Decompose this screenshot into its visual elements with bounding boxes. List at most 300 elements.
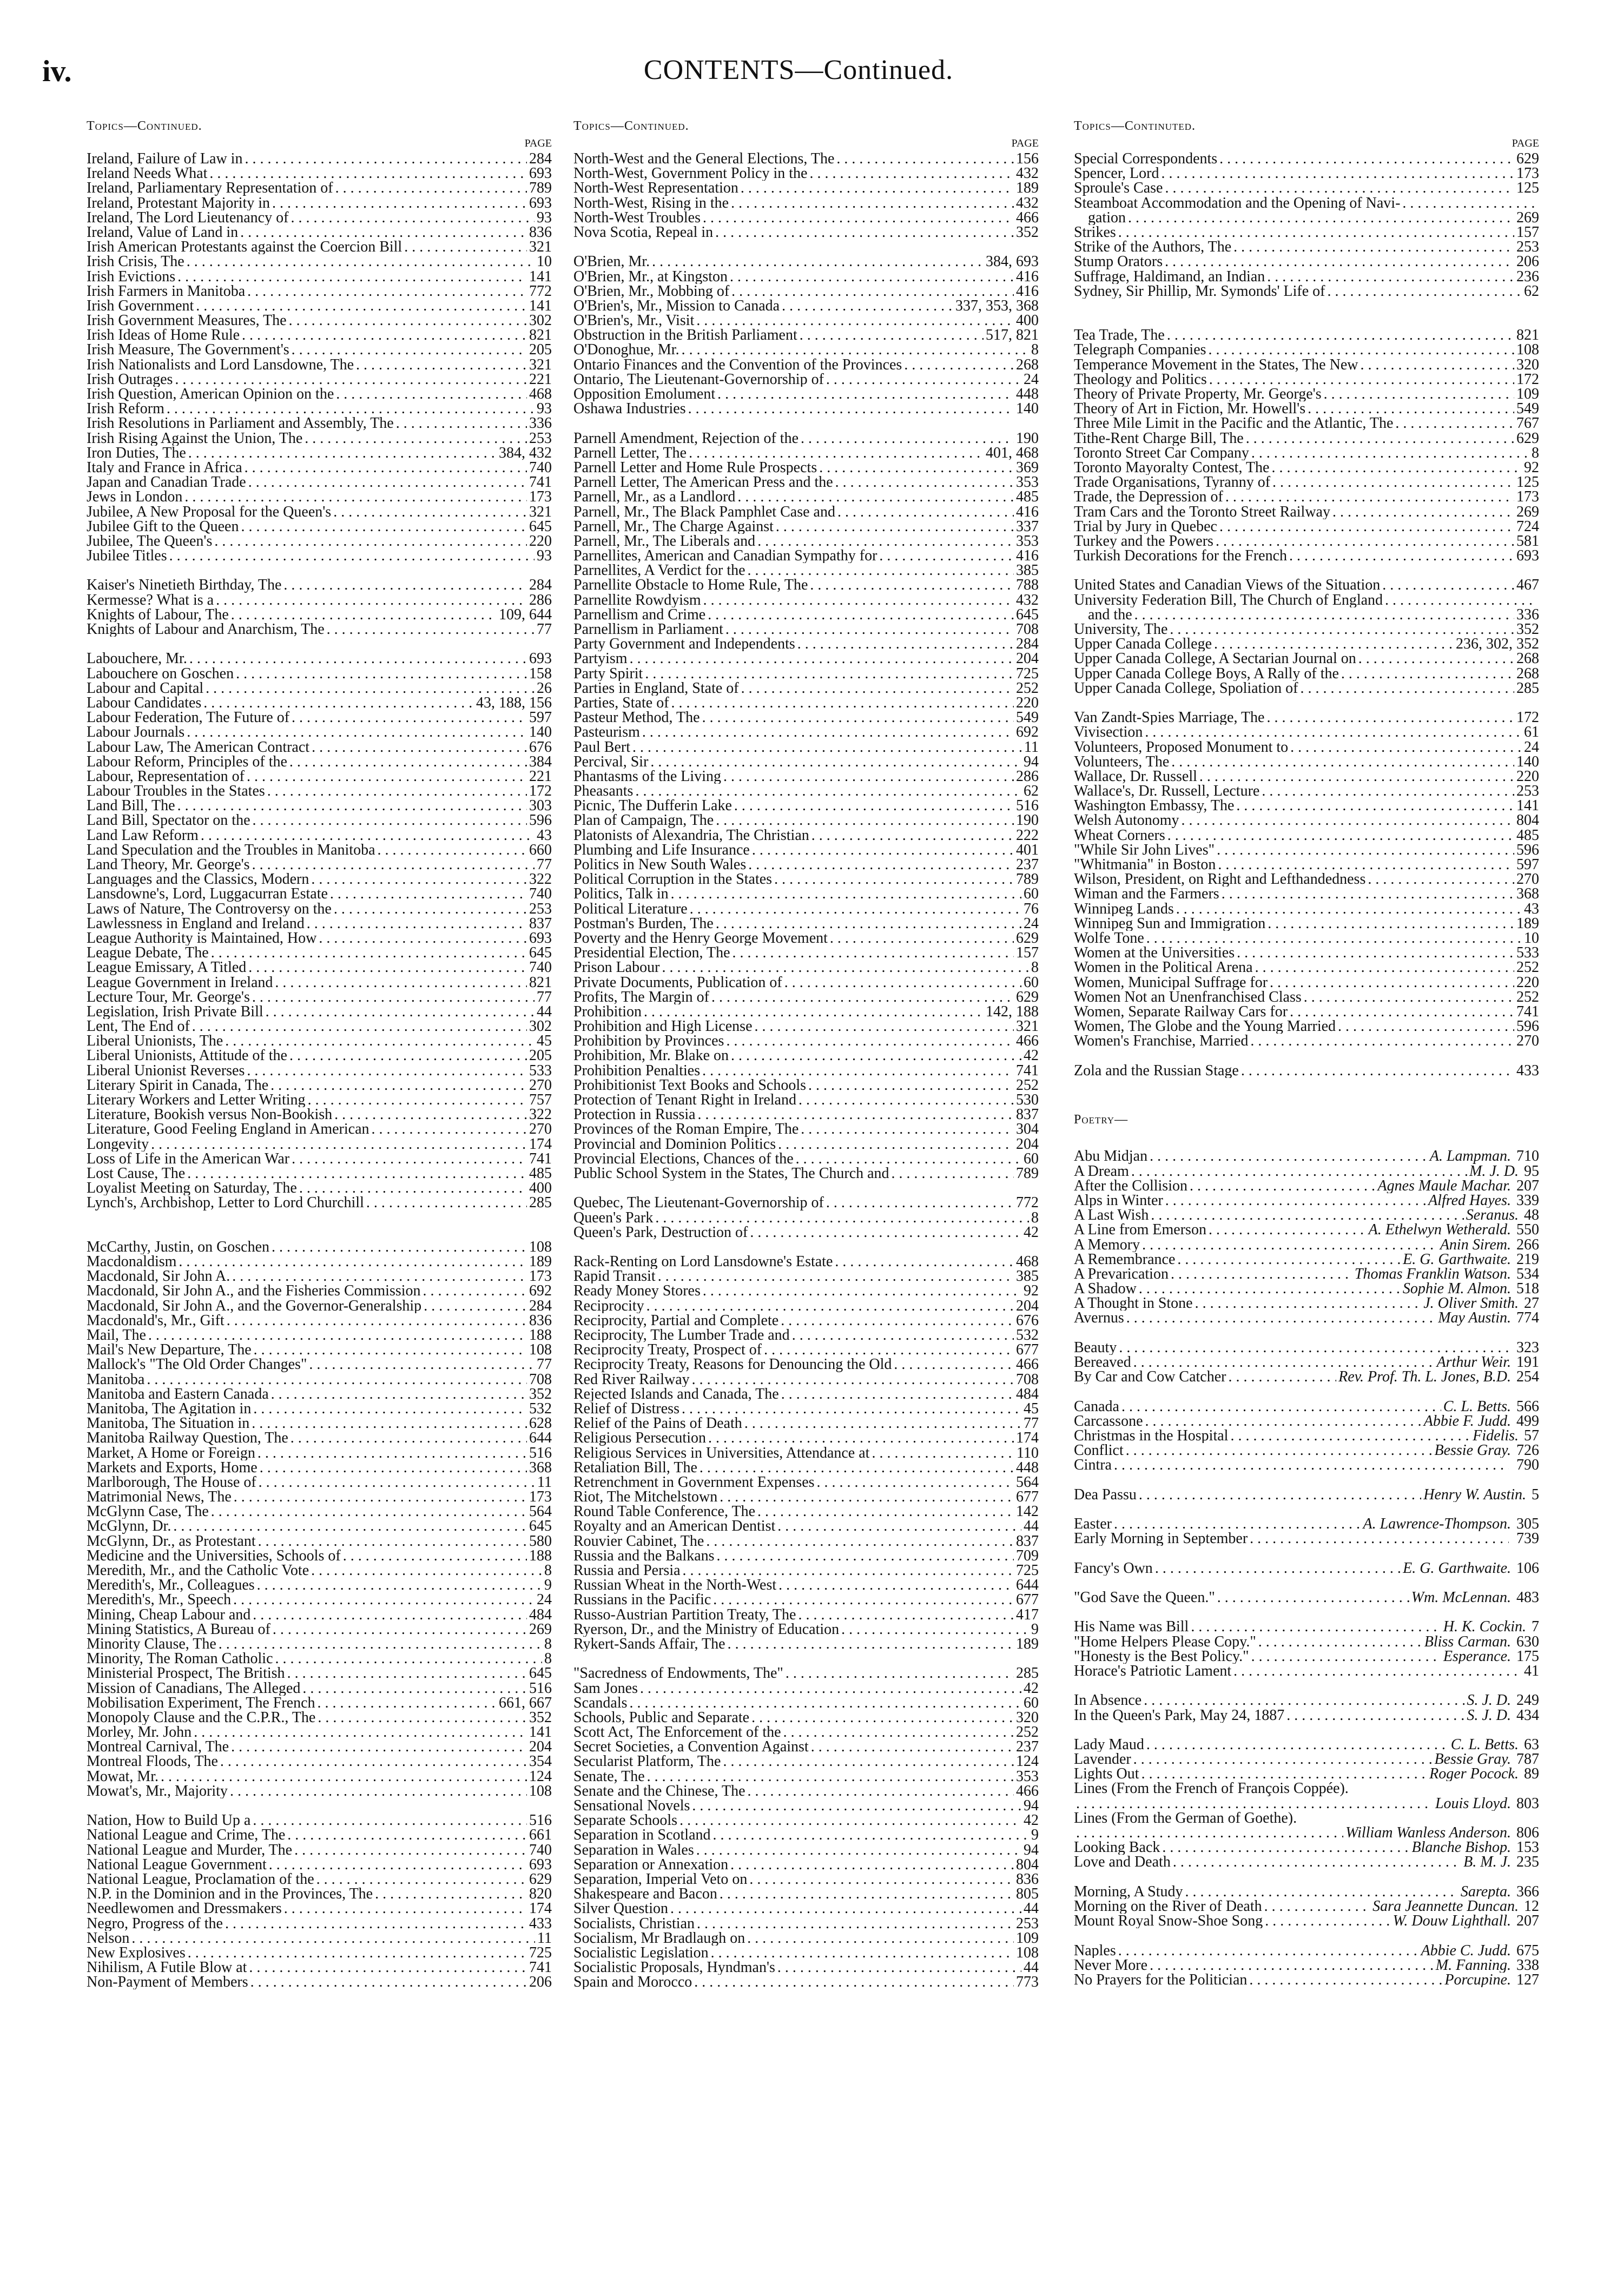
entry-title: Labour Troubles in the States [87, 784, 265, 799]
entry-page: 338 [1516, 1957, 1539, 1973]
toc-entry [573, 1946, 1039, 1960]
dot-leader [741, 181, 1014, 195]
entry-title: Labour Federation, The Future of [87, 710, 290, 725]
entry-page: 205 [529, 342, 552, 358]
toc-entry [1074, 681, 1539, 696]
entry-title: Rejected Islands and Canada, The [573, 1386, 779, 1401]
toc-entry [573, 387, 1039, 401]
dot-leader [683, 1563, 1014, 1578]
entry-title: Tithe-Rent Charge Bill, The [1074, 431, 1244, 446]
toc-entry [573, 1666, 1039, 1680]
toc-entry [87, 769, 552, 784]
dot-leader [1134, 607, 1514, 622]
toc-entry [573, 1798, 1039, 1813]
dot-leader [1246, 431, 1514, 446]
entry-title: Spain and Morocco [573, 1975, 692, 1990]
entry-title: Tram Cars and the Toronto Street Railway [1074, 504, 1330, 519]
entry-page: 8 [1031, 342, 1039, 358]
dot-leader [642, 725, 1014, 739]
toc-entry [573, 1357, 1039, 1372]
toc-entry [87, 828, 552, 843]
entry-author: A. Ethelwyn Wetherald. [1368, 1222, 1511, 1238]
dot-leader [334, 902, 527, 916]
entry-page: 253 [529, 431, 552, 446]
entry-page: 564 [1016, 1474, 1039, 1490]
toc-entry [573, 1195, 1039, 1210]
entry-title: Prohibition and High License [573, 1019, 753, 1034]
entry-page: 106 [1516, 1560, 1539, 1576]
entry-page: 284 [529, 578, 552, 593]
entry-author: A. Lawrence-Thompson. [1363, 1517, 1511, 1532]
toc-entry [573, 328, 1039, 342]
toc-entry [573, 401, 1039, 416]
spacer [1074, 313, 1539, 328]
column-heading: Topics—Continued. [573, 119, 689, 133]
toc-entry [1074, 196, 1539, 210]
entry-page: 42 [1024, 1048, 1039, 1063]
entry-title: Provincial and Dominion Politics [573, 1136, 776, 1152]
toc-entry [87, 1019, 552, 1034]
entry-page: 190 [1016, 431, 1039, 446]
toc-entry [573, 446, 1039, 460]
dot-leader [252, 990, 534, 1004]
entry-title: "Whitmania" in Boston [1074, 857, 1216, 872]
dot-leader [292, 342, 527, 357]
entry-title: Parnell Letter, The [573, 445, 687, 460]
entry-title: Labour and Capital [87, 680, 204, 696]
entry-page: 485 [1516, 828, 1539, 843]
entry-title: University Federation Bill, The Church of England [1074, 592, 1383, 607]
entry-page: 10 [537, 254, 552, 269]
dot-leader [311, 872, 527, 886]
entry-page: 172 [1516, 372, 1539, 387]
spacer [1074, 299, 1539, 313]
entry-title: Jubilee Titles [87, 548, 167, 564]
toc-entry [573, 1931, 1039, 1946]
entry-title: Upper Canada College, A Sectarian Journal on [1074, 651, 1356, 666]
toc-entry [1074, 548, 1539, 563]
entry-title: Washington Embassy, The [1074, 798, 1235, 813]
entry-title: Women's Franchise, Married [1074, 1034, 1249, 1049]
spacer [87, 637, 552, 651]
toc-entry [573, 1019, 1039, 1034]
dot-leader [1145, 725, 1522, 739]
entry-page: 432 [1016, 592, 1039, 607]
entry-page: 249 [1516, 1693, 1539, 1708]
toc-entry [87, 1607, 552, 1622]
entry-title: "Sacredness of Endowments, The" [573, 1666, 783, 1681]
dot-leader [266, 1004, 534, 1019]
toc-entry [573, 798, 1039, 813]
entry-title: A Shadow [1074, 1281, 1137, 1296]
entry-title: Plumbing and Life Insurance [573, 842, 750, 857]
entry-title: Three Mile Limit in the Pacific and the Atlantic, The [1074, 416, 1394, 431]
dot-leader [1290, 1004, 1514, 1019]
entry-author: M. Fanning. [1435, 1957, 1511, 1973]
dot-leader [1251, 446, 1529, 460]
toc-entry [573, 299, 1039, 313]
entry-page: 677 [1016, 1342, 1039, 1358]
toc-entry [87, 1137, 552, 1152]
entry-title: Russians in the Pacific [573, 1592, 711, 1607]
entry-page: 205 [529, 1048, 552, 1063]
entry-title: Religious Services in Universities, Attendance at [573, 1445, 870, 1460]
toc-entry [573, 784, 1039, 798]
entry-title: Markets and Exports, Home [87, 1460, 258, 1475]
entry-page: 207 [1516, 1178, 1539, 1193]
entry-page: 109 [1016, 1930, 1039, 1946]
entry-title: Rouvier Cabinet, The [573, 1533, 704, 1549]
entry-page: 27 [1524, 1296, 1539, 1311]
dot-leader [287, 1828, 527, 1842]
dot-leader [708, 1431, 1014, 1445]
entry-title: Secularist Platform, The [573, 1754, 721, 1769]
toc-entry [87, 1063, 552, 1078]
entry-title: Rykert-Sands Affair, The [573, 1636, 725, 1652]
entry-page: 124 [529, 1769, 552, 1784]
dot-leader [1251, 1649, 1441, 1664]
entry-page: 266 [1516, 1237, 1539, 1252]
toc-entry [87, 166, 552, 181]
toc-entry [87, 1960, 552, 1975]
entry-title: United States and Canadian Views of the Situation [1074, 578, 1381, 593]
entry-page: 368 [529, 1460, 552, 1475]
toc-entry [573, 769, 1039, 784]
toc-entry [573, 975, 1039, 990]
entry-title: Pasteur Method, The [573, 710, 700, 725]
entry-page: 124 [1016, 1754, 1039, 1769]
entry-page: 173 [1516, 166, 1539, 181]
dot-leader [177, 269, 527, 284]
entry-page: 485 [529, 1166, 552, 1181]
toc-entry [573, 1681, 1039, 1696]
entry-author: Alfred Hayes. [1428, 1193, 1511, 1208]
toc-entry [1074, 843, 1539, 857]
entry-title: Minority, The Roman Catholic [87, 1651, 273, 1666]
entry-page: 466 [1016, 1783, 1039, 1798]
entry-author: C. L. Betts. [1443, 1399, 1511, 1414]
entry-title: Prohibitionist Text Books and Schools [573, 1077, 806, 1093]
entry-page: 189 [1016, 181, 1039, 196]
entry-page: 676 [1016, 1313, 1039, 1328]
entry-page: 108 [529, 1342, 552, 1358]
entry-title: Red River Railway [573, 1372, 690, 1387]
entry-title: Monopoly Clause and the C.P.R., The [87, 1710, 316, 1725]
toc-entry [87, 696, 552, 710]
dot-leader [396, 416, 527, 431]
toc-entry [573, 1725, 1039, 1739]
toc-entry [573, 1446, 1039, 1460]
toc-entry [573, 1093, 1039, 1107]
dot-leader [248, 475, 527, 489]
dot-leader [1258, 1635, 1422, 1649]
entry-title: Kaiser's Ninetieth Birthday, The [87, 578, 282, 593]
dot-leader [250, 1975, 527, 1989]
entry-page: 142, 188 [986, 1004, 1039, 1020]
dot-leader [826, 372, 1021, 387]
toc-entry [87, 1563, 552, 1578]
page-column-label: PAGE [524, 137, 552, 149]
toc-entry [1074, 1004, 1539, 1019]
entry-page: 140 [1016, 401, 1039, 416]
entry-title: Jubilee Gift to the Queen [87, 519, 239, 534]
toc-entry [87, 284, 552, 299]
dot-leader [830, 931, 1014, 945]
dot-leader [312, 740, 527, 755]
entry-title: Retaliation Bill, The [573, 1460, 697, 1475]
dot-leader [792, 1328, 1014, 1342]
toc-entry [87, 210, 552, 225]
toc-entry [1074, 1531, 1539, 1546]
entry-title: North-West and the General Elections, The [573, 151, 835, 167]
entry-title: Manitoba, The Situation in [87, 1416, 250, 1431]
entry-author: Bessie Gray. [1434, 1443, 1511, 1458]
entry-title: Relief of Distress [573, 1401, 679, 1417]
entry-page: 385 [1016, 1269, 1039, 1284]
spacer [573, 1651, 1039, 1666]
entry-page: 516 [529, 1680, 552, 1696]
entry-title: Plan of Campaign, The [573, 813, 714, 828]
spacer [1074, 1384, 1539, 1399]
entry-title: League Emissary, A Titled [87, 960, 247, 975]
entry-page: 110 [1017, 1445, 1039, 1460]
spacer [1074, 1093, 1539, 1107]
dot-leader [234, 1490, 527, 1504]
dot-leader [650, 755, 1021, 769]
dot-leader [404, 240, 527, 254]
toc-entry [1074, 1737, 1539, 1752]
dot-leader [231, 1739, 527, 1754]
entry-page: 773 [1016, 1975, 1039, 1990]
dot-leader [711, 1946, 1014, 1960]
entry-page: 448 [1016, 387, 1039, 402]
entry-title: Marlborough, The House of [87, 1474, 256, 1490]
entry-title: Strikes [1074, 224, 1116, 240]
toc-entry [1074, 1281, 1539, 1296]
dot-leader [241, 519, 527, 534]
entry-title: Parnellite Obstacle to Home Rule, The [573, 578, 808, 593]
toc-entry [87, 1446, 552, 1460]
entry-page: 189 [1016, 1636, 1039, 1652]
toc-entry [87, 1122, 552, 1136]
entry-author: Louis Lloyd. [1435, 1796, 1511, 1811]
dot-leader [1338, 1019, 1514, 1034]
toc-entry [573, 681, 1039, 696]
entry-title: Retrenchment in Government Expenses [573, 1474, 815, 1490]
entry-page: 42 [1024, 1225, 1039, 1240]
entry-title: O'Brien, Mr. [573, 254, 650, 269]
entry-page: 532 [1016, 1328, 1039, 1343]
entry-page: 821 [529, 975, 552, 990]
dot-leader [308, 1093, 527, 1107]
entry-author: B. M. J. [1463, 1855, 1511, 1870]
dot-leader [696, 313, 1014, 328]
entry-page: 221 [529, 372, 552, 387]
entry-title: McGlynn Case, The [87, 1504, 209, 1519]
entry-title: Stump Orators [1074, 254, 1163, 269]
dot-leader [330, 886, 527, 901]
dot-leader [1171, 755, 1514, 769]
entry-page: 141 [529, 298, 552, 314]
dot-leader [1142, 1238, 1438, 1252]
dot-leader [424, 1299, 527, 1313]
entry-page: 235 [1516, 1855, 1539, 1870]
entry-title: National League and Crime, The [87, 1828, 286, 1843]
entry-page: 11 [1024, 739, 1039, 755]
entry-title: Russia and the Balkans [573, 1548, 715, 1563]
entry-page: 468 [1016, 1254, 1039, 1269]
entry-page: 92 [1024, 1283, 1039, 1299]
dot-leader [206, 681, 534, 696]
dot-leader [302, 1681, 527, 1696]
entry-page: 95 [1524, 1163, 1539, 1179]
entry-title: Longevity [87, 1136, 149, 1152]
dot-leader [1264, 1899, 1371, 1914]
toc-entry [1074, 578, 1539, 592]
dot-leader [655, 1210, 1029, 1225]
dot-leader [1217, 843, 1514, 857]
entry-page: 44 [1024, 1960, 1039, 1975]
dot-leader [188, 1946, 527, 1960]
dot-leader [717, 1549, 1014, 1563]
dot-leader [245, 460, 527, 475]
dot-leader [1121, 1399, 1441, 1414]
entry-title: Cintra [1074, 1458, 1112, 1473]
dot-leader [783, 1725, 1014, 1739]
toc-entry [573, 1813, 1039, 1828]
entry-page: 188 [529, 1548, 552, 1563]
entry-page: 432 [1016, 195, 1039, 210]
entry-title: Kermesse? What is a [87, 592, 214, 607]
dot-leader [801, 431, 1014, 446]
dot-leader [1209, 342, 1514, 357]
column-heading: Topics—Continuted. [1074, 119, 1196, 133]
entry-page: 76 [1024, 901, 1039, 916]
dot-leader [1162, 166, 1515, 181]
entry-title: Knights of Labour, The [87, 607, 229, 622]
entry-page: 93 [537, 401, 552, 416]
toc-entry [87, 1328, 552, 1342]
dot-leader [1076, 1825, 1343, 1840]
entry-page: 303 [529, 798, 552, 813]
dot-leader [1402, 196, 1537, 210]
entry-page: 787 [1516, 1752, 1539, 1767]
entry-title: Round Table Conference, The [573, 1504, 756, 1519]
toc-entry [1074, 1428, 1539, 1443]
dot-leader [652, 254, 984, 269]
entry-page: 285 [1016, 1666, 1039, 1681]
dot-leader [817, 1475, 1014, 1490]
entry-page: 692 [1016, 725, 1039, 740]
toc-entry [1074, 1693, 1539, 1708]
entry-title: Parnellite Rowdyism [573, 592, 701, 607]
entry-title: Temperance Movement in the States, The New [1074, 357, 1358, 372]
entry-page: 252 [1016, 1725, 1039, 1740]
dot-leader [177, 798, 527, 813]
toc-entry [1074, 769, 1539, 784]
toc-entry [1074, 1222, 1539, 1237]
dot-leader [271, 1387, 527, 1401]
toc-entry [1074, 1766, 1539, 1781]
entry-list [573, 151, 1039, 1989]
entry-title: Ryerson, Dr., and the Ministry of Education [573, 1622, 840, 1637]
entry-title: Market, A Home or Foreign [87, 1445, 255, 1460]
dot-leader [299, 1181, 527, 1195]
toc-entry [87, 1813, 552, 1828]
entry-page: 448 [1016, 1460, 1039, 1475]
entry-page: 740 [529, 886, 552, 902]
toc-entry [1074, 1752, 1539, 1766]
toc-entry [573, 489, 1039, 504]
dot-leader [240, 225, 527, 240]
entry-page: 368 [1516, 886, 1539, 902]
entry-page: 302 [529, 1019, 552, 1034]
dot-leader [378, 843, 527, 857]
dot-leader [283, 578, 527, 592]
entry-page: 48 [1524, 1208, 1539, 1223]
toc-entry [573, 460, 1039, 475]
entry-title: Sproule's Case [1074, 181, 1163, 196]
dot-leader [841, 1622, 1029, 1637]
entry-page: 236 [1516, 269, 1539, 284]
entry-title: Non-Payment of Members [87, 1975, 248, 1990]
dot-leader [644, 1004, 984, 1019]
entry-title: In Absence [1074, 1693, 1142, 1708]
dot-leader [1076, 1796, 1433, 1811]
toc-entry [1074, 740, 1539, 755]
dot-leader [1218, 857, 1514, 872]
dot-leader [214, 534, 527, 548]
dot-leader [247, 1063, 527, 1078]
spacer [1074, 1546, 1539, 1560]
entry-page: 252 [1516, 989, 1539, 1004]
entry-title: Separation in Scotland [573, 1828, 711, 1843]
dot-leader [1236, 798, 1514, 813]
toc-entry [1074, 1884, 1539, 1899]
entry-title: Toronto Mayoralty Contest, The [1074, 460, 1270, 475]
dot-leader [697, 1916, 1014, 1931]
page-title: CONTENTS—Continued. [643, 55, 954, 85]
entry-title: Lady Maud [1074, 1737, 1144, 1752]
dot-leader [711, 990, 1014, 1004]
toc-entry [573, 886, 1039, 901]
entry-title: Queen's Park, Destruction of [573, 1225, 748, 1240]
dot-leader [679, 1813, 1021, 1828]
dot-leader [260, 1460, 527, 1475]
entry-page: 93 [537, 548, 552, 564]
dot-leader [236, 666, 527, 681]
toc-entry [1074, 1811, 1539, 1825]
toc-entry [87, 1916, 552, 1931]
dot-leader [318, 1696, 497, 1710]
spacer [573, 416, 1039, 431]
toc-entry [87, 755, 552, 769]
toc-entry [573, 1549, 1039, 1563]
entry-title: and the [1088, 607, 1132, 622]
entry-title: Party Government and Independents [573, 637, 795, 652]
entry-page: 400 [1016, 313, 1039, 328]
toc-entry [87, 902, 552, 916]
toc-entry [87, 1696, 552, 1710]
toc-entry [573, 254, 1039, 269]
toc-entry [1074, 1899, 1539, 1914]
toc-entry [573, 1048, 1039, 1063]
dot-leader [1146, 931, 1522, 945]
entry-title: Tea Trade, The [1074, 328, 1165, 343]
toc-entry [87, 1710, 552, 1725]
entry-title: Ireland, The Lord Lieutenancy of [87, 210, 289, 225]
toc-entry [87, 342, 552, 357]
